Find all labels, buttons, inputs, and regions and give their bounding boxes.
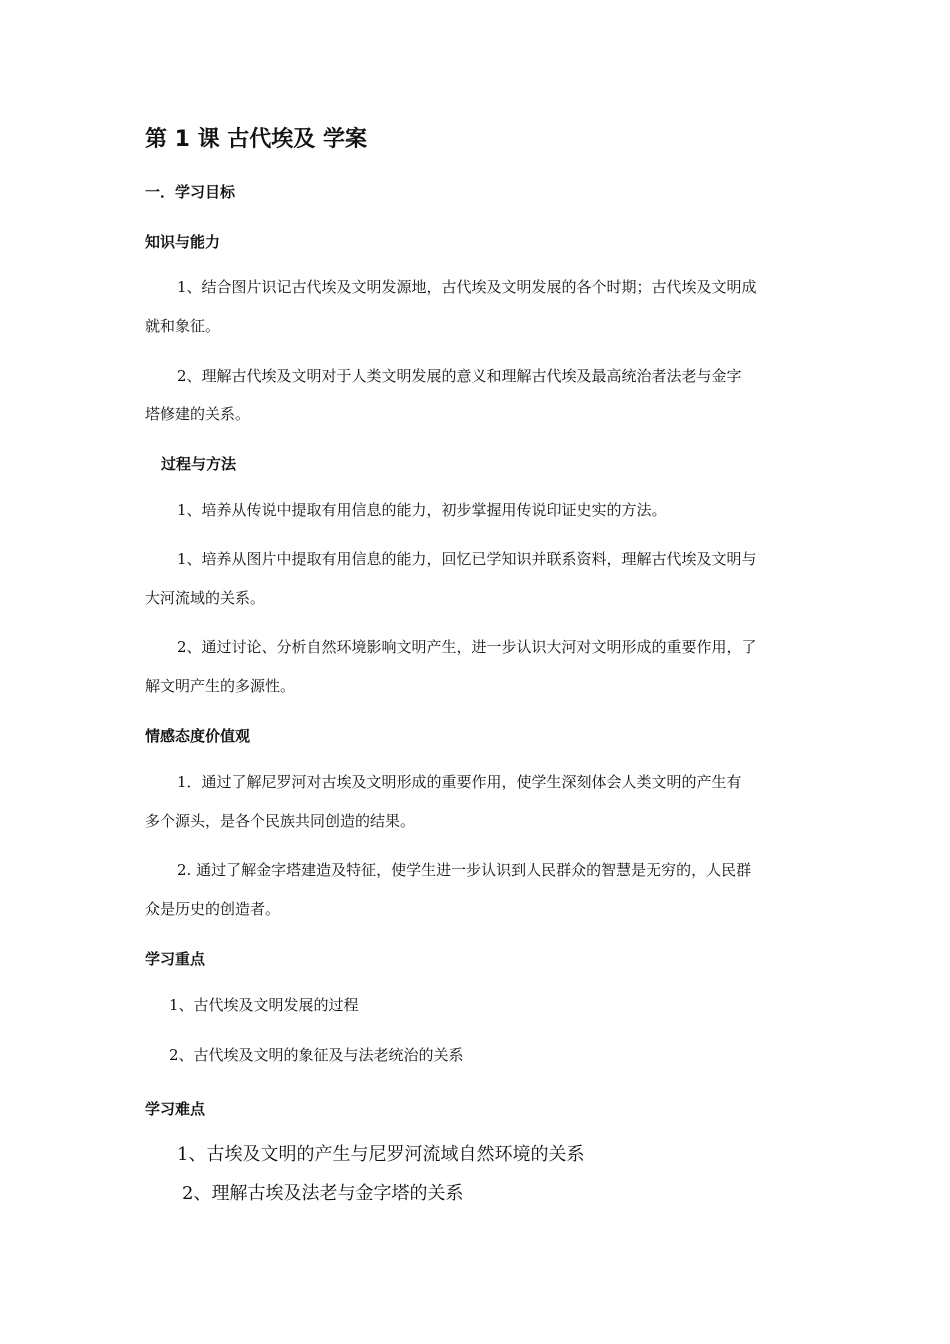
process-item-1: 1、培养从传说中提取有用信息的能力，初步掌握用传说印证史实的方法。	[177, 501, 667, 519]
subheading-knowledge: 知识与能力	[145, 233, 221, 251]
knowledge-item-2-line-1: 2、理解古代埃及文明对于人类文明发展的意义和理解古代埃及最高统治者法老与金字	[177, 367, 742, 385]
subheading-difficulties: 学习难点	[145, 1100, 206, 1118]
emotion-item-1-line-1: 1．通过了解尼罗河对古埃及文明形成的重要作用，使学生深刻体会人类文明的产生有	[177, 773, 742, 791]
subheading-key-points: 学习重点	[145, 950, 206, 968]
process-item-3-line-1: 2、通过讨论、分析自然环境影响文明产生，进一步认识大河对文明形成的重要作用，了	[177, 638, 757, 656]
process-item-2-line-2: 大河流域的关系。	[145, 589, 266, 607]
knowledge-item-2-line-2: 塔修建的关系。	[145, 405, 251, 423]
subheading-process: 过程与方法	[161, 455, 237, 473]
document-title: 第 1 课 古代埃及 学案	[145, 127, 367, 152]
difficulty-2: 2、理解古埃及法老与金字塔的关系	[182, 1183, 464, 1204]
process-item-3-line-2: 解文明产生的多源性。	[145, 677, 296, 695]
key-point-1: 1、古代埃及文明发展的过程	[169, 996, 359, 1014]
emotion-item-2-line-1: 2. 通过了解金字塔建造及特征，使学生进一步认识到人民群众的智慧是无穷的，人民群	[177, 861, 752, 879]
process-item-2-line-1: 1、培养从图片中提取有用信息的能力，回忆已学知识并联系资料，理解古代埃及文明与	[177, 550, 757, 568]
difficulty-1: 1、古埃及文明的产生与尼罗河流域自然环境的关系	[177, 1144, 585, 1165]
knowledge-item-1-line-1: 1、结合图片识记古代埃及文明发源地，古代埃及文明发展的各个时期；古代埃及文明成	[177, 278, 757, 296]
subheading-emotion: 情感态度价值观	[145, 727, 251, 745]
section-heading-goals: 一．学习目标	[145, 183, 236, 201]
emotion-item-2-line-2: 众是历史的创造者。	[145, 900, 281, 918]
emotion-item-1-line-2: 多个源头，是各个民族共同创造的结果。	[145, 812, 416, 830]
knowledge-item-1-line-2: 就和象征。	[145, 317, 221, 335]
key-point-2: 2、古代埃及文明的象征及与法老统治的关系	[169, 1046, 464, 1064]
